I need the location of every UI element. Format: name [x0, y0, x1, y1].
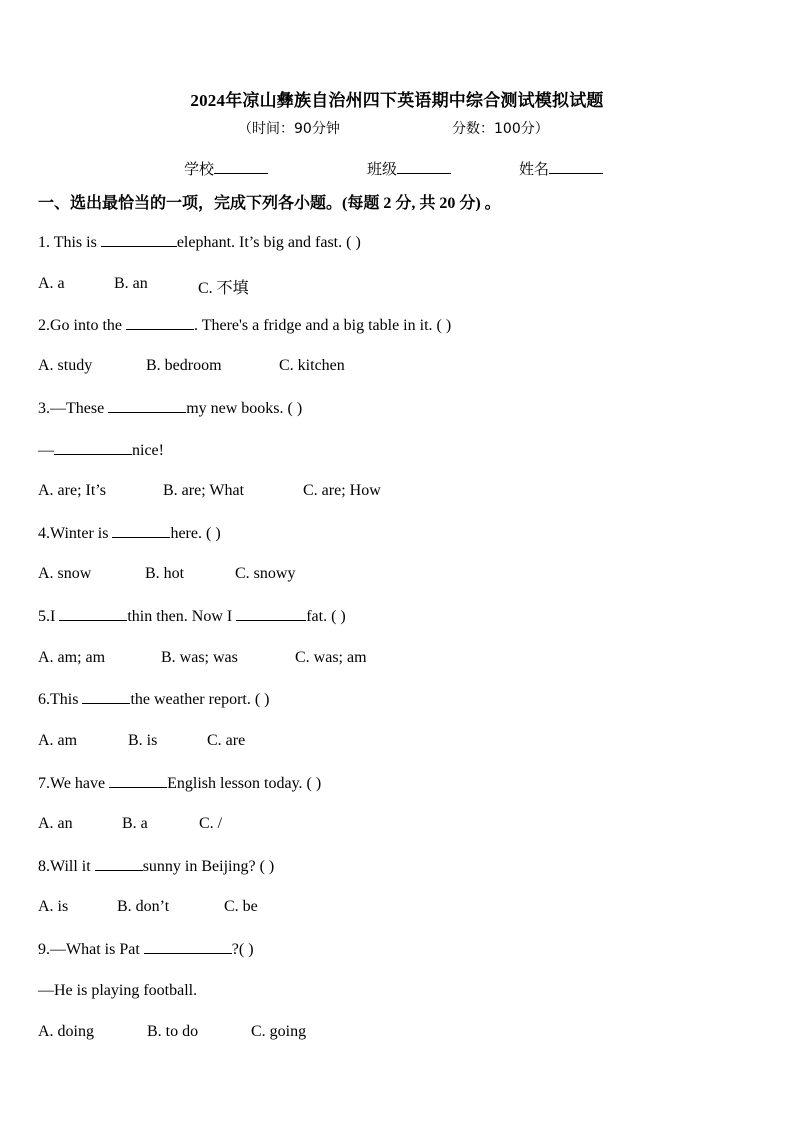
question-8	[38, 857, 274, 876]
q3-blank[interactable]	[108, 399, 186, 413]
question-3	[38, 399, 302, 418]
q3-reply-after: nice!	[132, 442, 164, 459]
section-heading: 一、选出最恰当的一项，完成下列各小题。(每题 2 分, 共 20 分) 。	[38, 195, 501, 212]
q8-option-c[interactable]: C. be	[224, 898, 258, 915]
q5-stem-before: 5.I	[38, 608, 60, 625]
q4-blank[interactable]	[112, 524, 170, 538]
q3-option-a[interactable]: A. are; It’s	[38, 482, 106, 499]
q2-blank[interactable]	[126, 316, 194, 330]
exam-time: （时间：90分钟	[238, 121, 340, 137]
q2-stem-before: 2.Go into the	[38, 317, 126, 334]
q1-option-c[interactable]: C. 不填	[198, 280, 249, 297]
class-field[interactable]	[367, 158, 451, 179]
question-3-reply	[38, 441, 164, 460]
name-label: 姓名	[519, 162, 550, 178]
q6-stem-after: the weather report. ( )	[130, 691, 270, 708]
q7-blank[interactable]	[109, 774, 167, 788]
q3-reply-before: —	[38, 442, 54, 459]
q9-stem-before: 9.—What is Pat	[38, 941, 144, 958]
question-2	[38, 316, 451, 335]
q6-stem-before: 6.This	[38, 691, 83, 708]
q1-stem-before: 1. This is	[38, 234, 101, 251]
q2-option-b[interactable]: B. bedroom	[146, 357, 222, 374]
exam-score: 分数：100分）	[452, 121, 549, 137]
q1-option-a[interactable]: A. a	[38, 275, 65, 292]
q7-option-b[interactable]: B. a	[122, 815, 148, 832]
q1-blank[interactable]	[101, 233, 177, 247]
q8-option-b[interactable]: B. don’t	[117, 898, 170, 915]
question-5	[38, 607, 346, 626]
school-field[interactable]	[184, 158, 268, 179]
q3-option-c[interactable]: C. are; How	[303, 482, 381, 499]
q7-stem-after: English lesson today. ( )	[167, 775, 322, 792]
question-7	[38, 774, 321, 793]
q5-option-c[interactable]: C. was; am	[295, 649, 367, 666]
q3-stem-after: my new books. ( )	[186, 400, 303, 417]
q8-stem-before: 8.Will it	[38, 858, 95, 875]
q2-option-c[interactable]: C. kitchen	[279, 357, 345, 374]
name-field[interactable]	[519, 158, 603, 179]
q4-option-b[interactable]: B. hot	[145, 565, 185, 582]
q5-blank-1[interactable]	[59, 607, 127, 621]
school-label: 学校	[184, 162, 215, 178]
q6-option-c[interactable]: C. are	[207, 732, 246, 749]
q9-option-b[interactable]: B. to do	[147, 1023, 199, 1040]
q7-option-c[interactable]: C. /	[199, 815, 223, 832]
question-9-reply	[38, 982, 197, 1000]
q9-option-a[interactable]: A. doing	[38, 1023, 94, 1040]
q8-blank[interactable]	[95, 857, 143, 871]
class-label: 班级	[367, 162, 398, 178]
q6-blank[interactable]	[82, 690, 130, 704]
q4-stem-after: here. ( )	[170, 525, 221, 542]
q2-stem-after: . There's a fridge and a big table in it. ( )	[194, 317, 452, 334]
q3-stem-before: 3.—These	[38, 400, 109, 417]
q5-option-b[interactable]: B. was; was	[161, 649, 238, 666]
q4-option-c[interactable]: C. snowy	[235, 565, 296, 582]
q3-reply-blank[interactable]	[54, 441, 132, 455]
q9-blank[interactable]	[144, 940, 232, 954]
q9-stem-after: ?( )	[231, 941, 254, 958]
q7-option-a[interactable]: A. an	[38, 815, 73, 832]
class-blank[interactable]	[397, 161, 451, 174]
q8-option-a[interactable]: A. is	[38, 898, 69, 915]
q9-reply: —He is playing football.	[38, 982, 198, 999]
q8-stem-after: sunny in Beijing? ( )	[142, 858, 275, 875]
school-blank[interactable]	[214, 161, 268, 174]
q1-option-b[interactable]: B. an	[114, 275, 148, 292]
q1-stem-after: elephant. It’s big and fast. ( )	[176, 234, 361, 251]
page-title: 2024年凉山彝族自治州四下英语期中综合测试模拟试题	[190, 91, 604, 110]
question-1	[38, 233, 361, 252]
name-blank[interactable]	[549, 161, 603, 174]
q4-option-a[interactable]: A. snow	[38, 565, 92, 582]
q6-option-b[interactable]: B. is	[128, 732, 158, 749]
q5-blank-2[interactable]	[236, 607, 306, 621]
q6-option-a[interactable]: A. am	[38, 732, 78, 749]
question-4	[38, 524, 221, 543]
q4-stem-before: 4.Winter is	[38, 525, 113, 542]
q5-option-a[interactable]: A. am; am	[38, 649, 106, 666]
q5-stem-mid: thin then. Now I	[127, 608, 237, 625]
q3-option-b[interactable]: B. are; What	[163, 482, 245, 499]
q9-option-c[interactable]: C. going	[251, 1023, 307, 1040]
q7-stem-before: 7.We have	[38, 775, 110, 792]
question-9	[38, 940, 254, 959]
q5-stem-after: fat. ( )	[306, 608, 346, 625]
q2-option-a[interactable]: A. study	[38, 357, 93, 374]
question-6	[38, 690, 270, 709]
